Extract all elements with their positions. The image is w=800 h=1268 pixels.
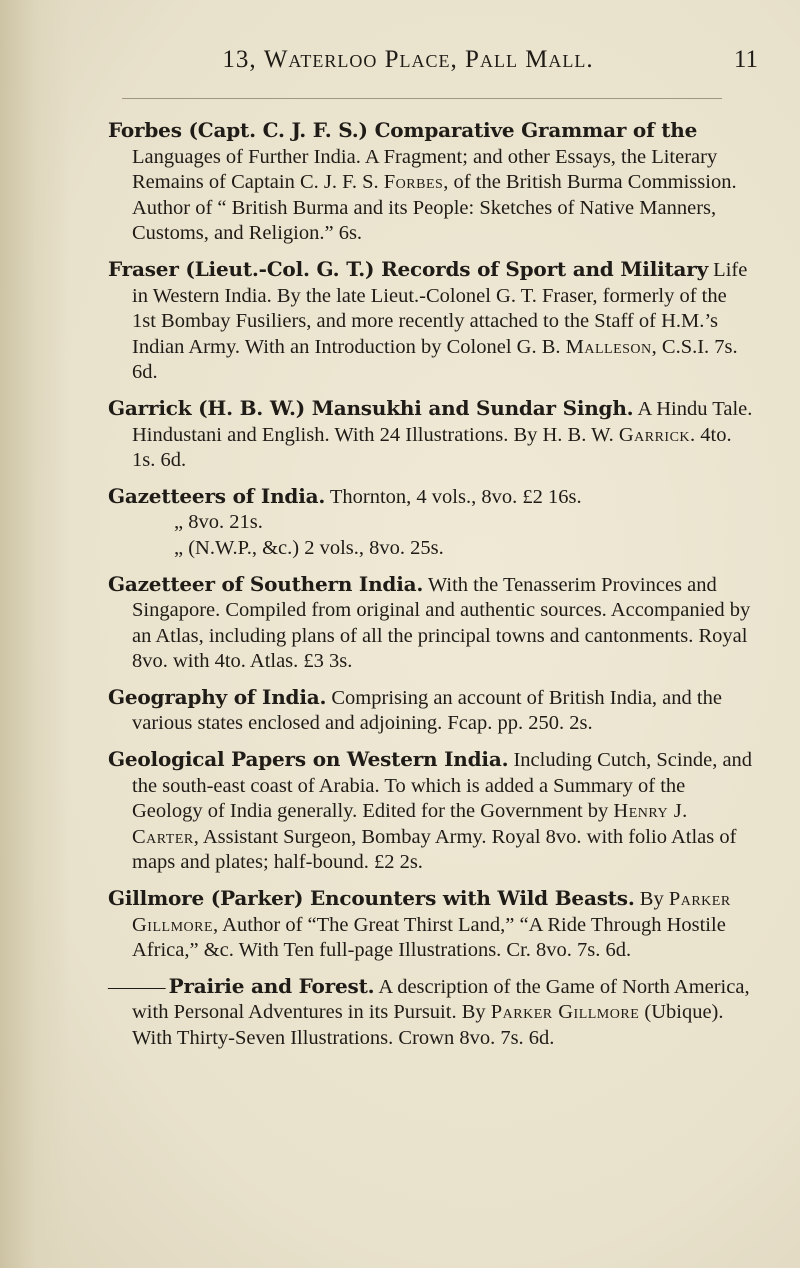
entry-author-name: Forbes <box>383 171 444 194</box>
entry-heading: Garrick (H. B. W.) Mansukhi and Sundar Singh. <box>108 395 634 420</box>
ditto-dash: ——— <box>108 975 164 998</box>
entry-fraser <box>108 257 754 386</box>
entry-heading: Gazetteer of Southern India. <box>108 571 424 596</box>
entry-forbes <box>108 118 754 247</box>
page-gutter-shadow <box>0 0 70 1268</box>
entry-sub-line: „ (N.W.P., &c.) 2 vols., 8vo. 25s. <box>174 536 444 559</box>
entry-details: , Assistant Surgeon, Bombay Army. Royal 8vo. with folio Atlas of maps and plates; half-bound. £2 2s. <box>132 825 737 874</box>
entry-details: . 4to. 1s. 6d. <box>132 423 732 472</box>
entry-gillmore-prairie <box>108 974 754 1052</box>
entry-heading: Geological Papers on Western India. <box>108 747 509 772</box>
entry-heading: Geography of India. <box>108 684 327 709</box>
entry-garrick <box>108 396 754 474</box>
entry-heading: Prairie and Forest. <box>168 973 375 998</box>
entry-sub-line: „ 8vo. 21s. <box>174 511 263 534</box>
entry-text: Life in Western India. By the late Lieut.-Colonel G. T. Fraser, formerly of the 1st Bombay Fusiliers, and more recently attached to the Staff of H.M.’s Indian Army. With an Introduction by Colonel G. B. <box>132 258 748 358</box>
entry-author-name: Henry J. Carter <box>132 800 688 848</box>
entry-author-name: Garrick <box>618 423 691 446</box>
page-number: 11 <box>733 46 758 73</box>
running-head-place: Waterloo Place, Pall Mall. <box>263 46 594 73</box>
entry-author-name: Malleson <box>565 335 652 358</box>
entry-details: , of the British Burma Commission. Author of “ British Burma and its People: Sketches of Native Manners, Customs, and Religion.” 6s. <box>132 171 737 245</box>
entry-heading: Gillmore (Parker) Encounters with Wild Beasts. <box>108 886 635 911</box>
entry-gazetteer-southern-india <box>108 572 754 675</box>
page-header <box>98 44 758 84</box>
entry-geography-of-india <box>108 685 754 737</box>
running-head <box>98 46 718 74</box>
entry-text: Languages of Further India. A Fragment; and other Essays, the Literary Remains of Captain C. J. F. S. <box>132 145 718 194</box>
entry-text: With the Tenasserim Provinces and Singapore. Compiled from original and authentic sources. Accompanied by an Atlas, including plans of all the principal towns and cantonments. Royal 8vo. with 4to. Atlas. £3 3s. <box>132 573 751 673</box>
entry-text: A Hindu Tale. Hindustani and English. With 24 Illustrations. By H. B. W. <box>132 397 753 446</box>
entry-details: , Author of “The Great Thirst Land,” “A Ride Through Hostile Africa,” &c. With Ten full-page Illustrations. Cr. 8vo. 7s. 6d. <box>132 913 726 962</box>
entry-text: Thornton, 4 vols., 8vo. £2 16s. <box>329 485 582 508</box>
entry-author-name: Parker Gillmore <box>132 888 731 936</box>
running-head-number: 13, <box>222 46 257 73</box>
entry-heading: Forbes (Capt. C. J. F. S.) Comparative Grammar of the <box>108 118 698 142</box>
entry-gillmore-encounters <box>108 886 754 964</box>
entry-gazetteers-of-india <box>108 484 754 562</box>
entry-text: Including Cutch, Scinde, and the south-east coast of Arabia. To which is added a Summary of the Geology of India generally. Edited for the Government by <box>132 749 753 823</box>
catalogue-entries <box>108 118 754 1062</box>
entry-author-name: Parker Gillmore <box>490 1001 640 1024</box>
entry-text: A description of the Game of North America, with Personal Adventures in its Pursuit. By <box>132 975 750 1024</box>
entry-geological-papers <box>108 747 754 876</box>
entry-text: By <box>639 888 669 911</box>
entry-details: (Ubique). With Thirty-Seven Illustrations. Crown 8vo. 7s. 6d. <box>132 1001 724 1049</box>
entry-details: , C.S.I. 7s. 6d. <box>132 335 738 384</box>
entry-heading: Fraser (Lieut.-Col. G. T.) Records of Sport and Military <box>108 256 709 281</box>
entry-text: Comprising an account of British India, and the various states enclosed and adjoining. Fcap. pp. 250. 2s. <box>132 686 722 735</box>
entry-heading: Gazetteers of India. <box>108 483 326 508</box>
header-rule <box>122 98 722 99</box>
